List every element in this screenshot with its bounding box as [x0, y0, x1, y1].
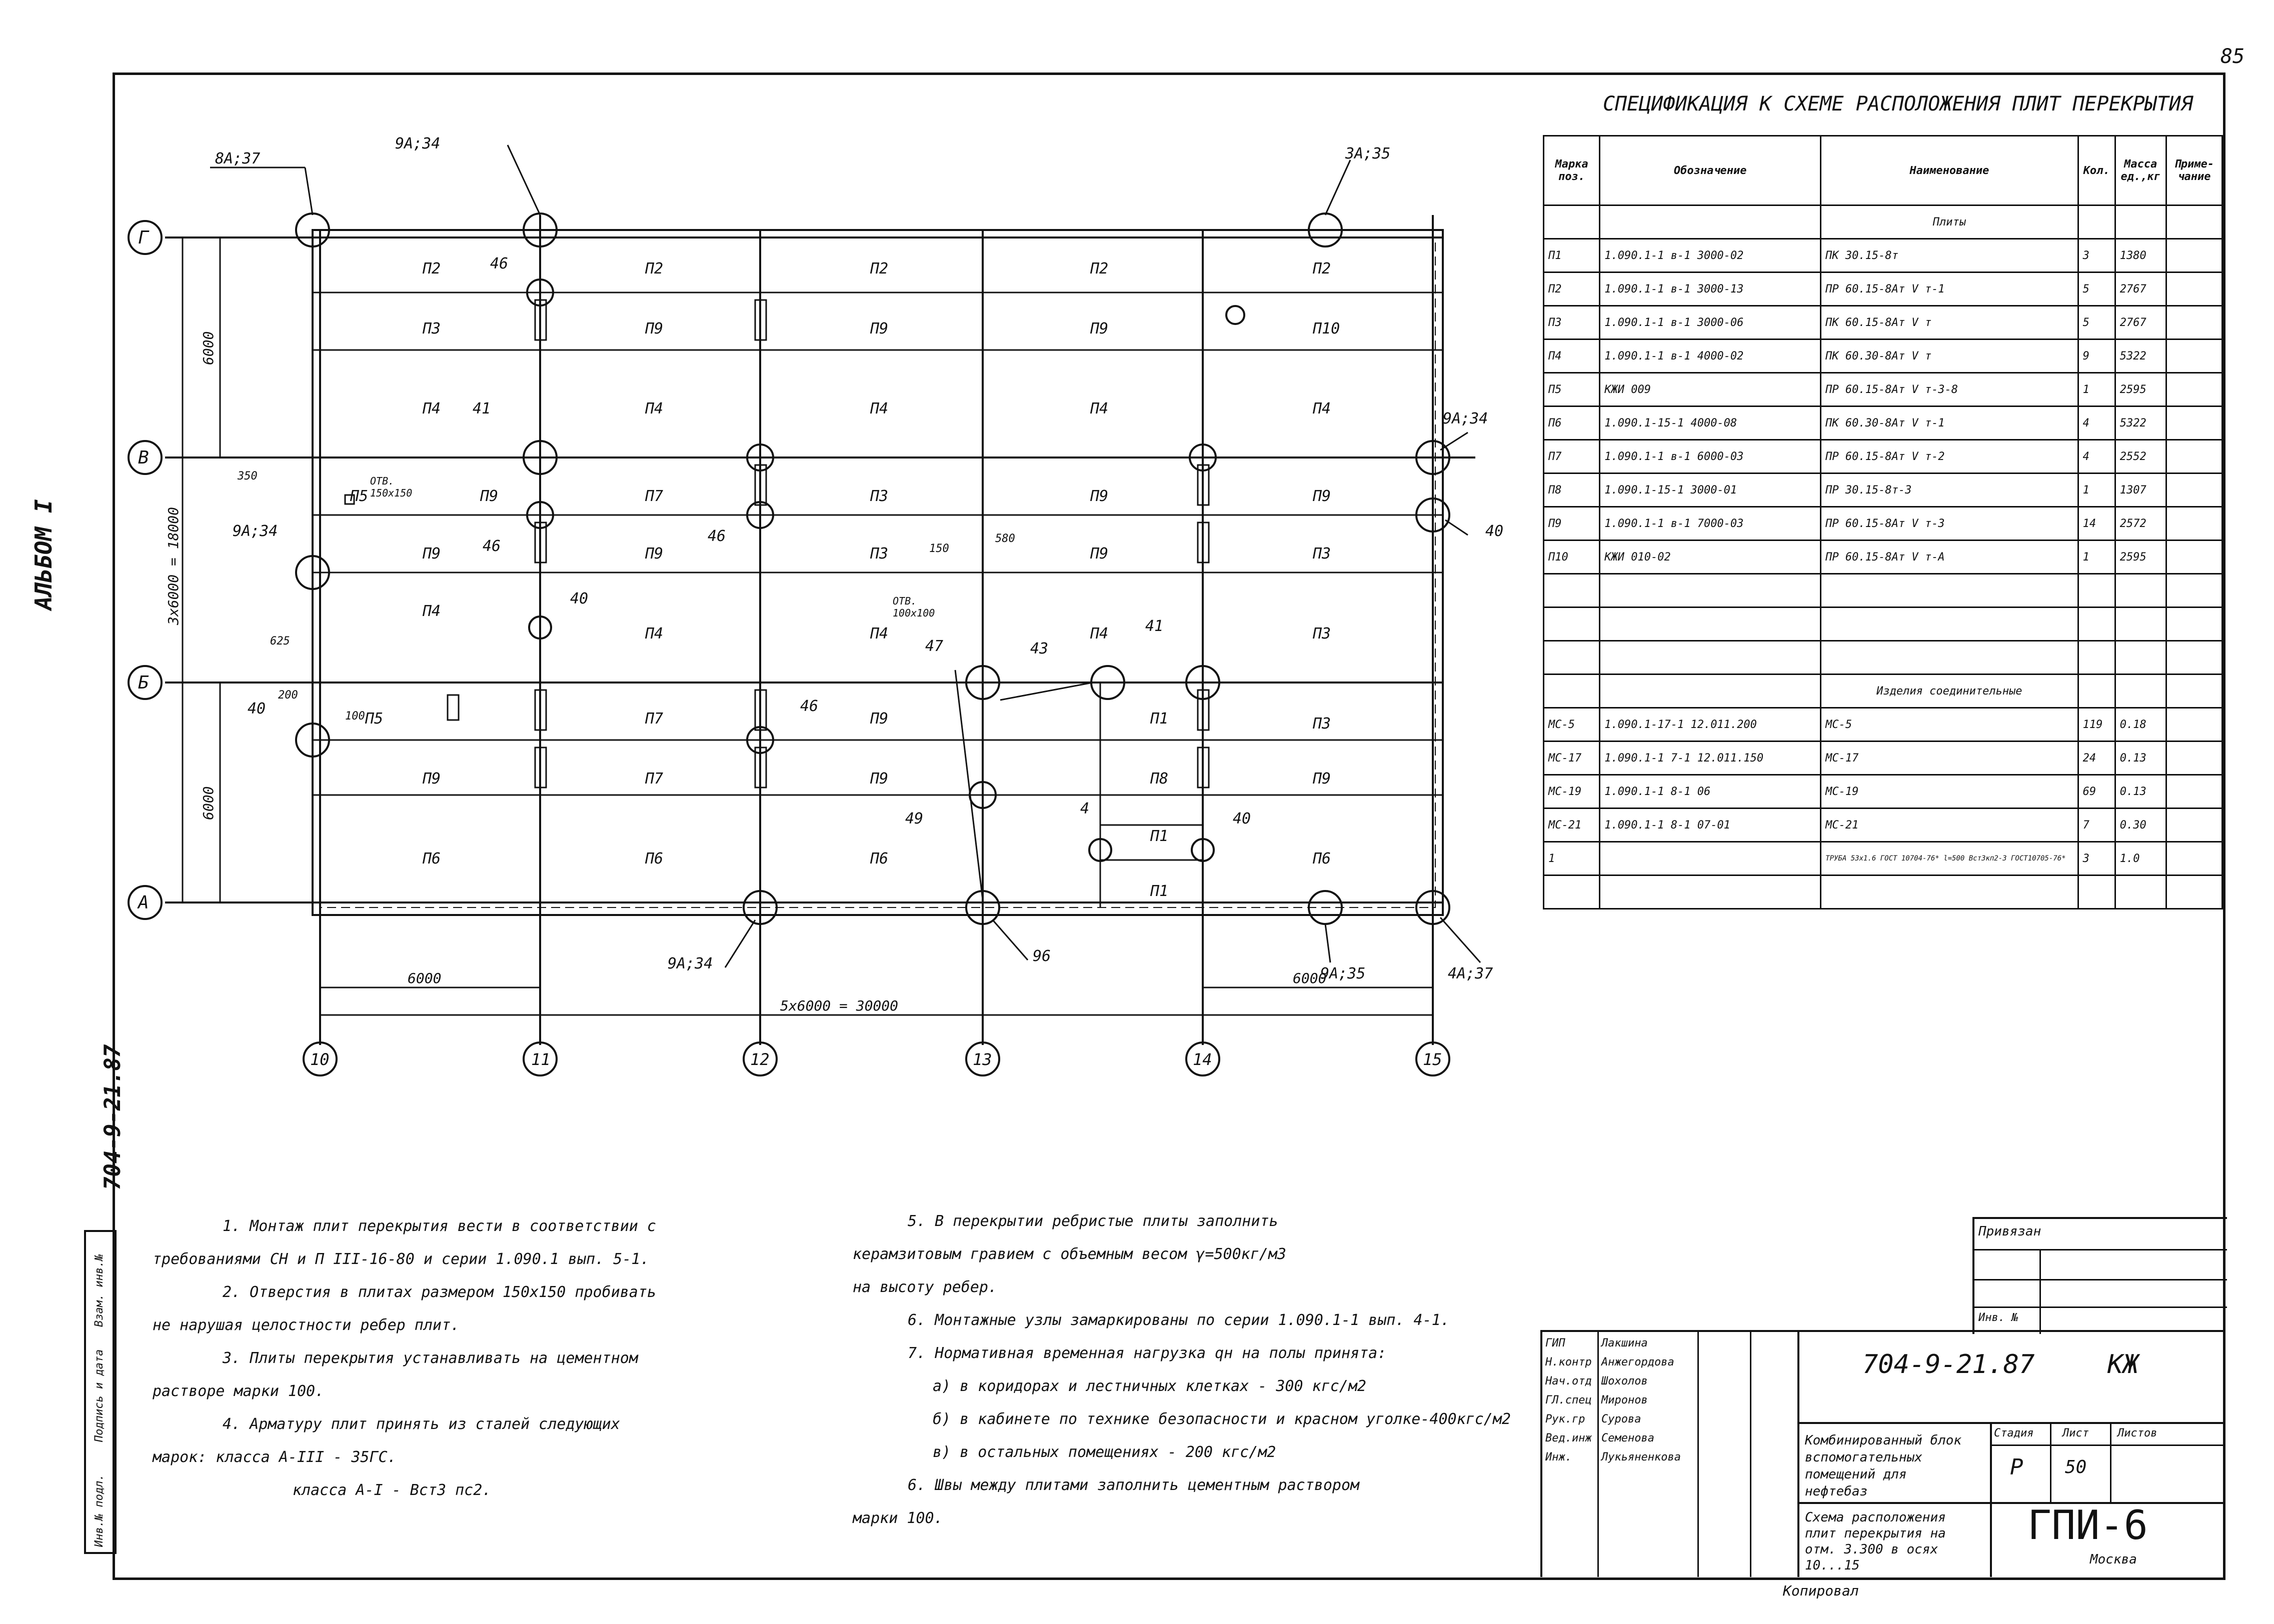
node-callout: 41: [473, 400, 491, 418]
spec-cell: [2166, 440, 2222, 474]
plate-label: П2: [645, 260, 664, 278]
staff-name: Лукьяненкова: [1601, 1451, 1681, 1464]
item-cell: ТРУБА 53x1.6 ГОСТ 10704-76* l=500 Вст3кп2-3 ГОСТ10705-76*: [1821, 842, 2078, 876]
dimension: 3x6000 = 18000: [165, 506, 182, 625]
note-line: растворе марки 100.: [153, 1382, 325, 1400]
item-cell: 69: [2078, 775, 2115, 808]
plate-label: П9: [645, 545, 664, 562]
spec-cell: [2166, 540, 2222, 574]
staff-role: Вед.инж: [1545, 1432, 1592, 1444]
spec-header: Марка поз.: [1544, 136, 1600, 206]
node-callout: 40: [248, 700, 266, 718]
side-code: 704-9-21.87: [100, 1044, 126, 1190]
node-callout: 8А;37: [215, 150, 261, 168]
plate-label: П6: [423, 850, 441, 868]
plate-label: П9: [423, 545, 441, 562]
plate-label: П6: [645, 850, 664, 868]
spec-cell: 1.090.1-1 в-1 3000-06: [1600, 306, 1821, 340]
dimension: 580: [995, 532, 1015, 545]
plate-label: П10: [1313, 320, 1340, 338]
spec-row: [1544, 406, 2222, 440]
plate-label: П4: [645, 625, 664, 642]
spec-cell: [2166, 306, 2222, 340]
plate-label: П2: [870, 260, 889, 278]
item-row: [1544, 775, 2222, 808]
node-callout: 96: [1033, 948, 1051, 965]
note-line: в) в остальных помещениях - 200 кгс/м2: [933, 1444, 1276, 1461]
plate-label: П9: [480, 488, 499, 505]
node-callout: 9А;34: [668, 955, 713, 972]
plate-label: П4: [645, 400, 664, 418]
axis-label-row: А: [138, 892, 149, 913]
node-callout: 46: [490, 255, 509, 272]
plate-label: П2: [423, 260, 441, 278]
notes-left: [153, 1210, 656, 1507]
spec-cell: 2595: [2115, 540, 2166, 574]
item-cell: 1.090.1-1 8-1 06: [1600, 775, 1821, 808]
plate-label: П1: [1150, 882, 1169, 900]
plate-label: П4: [1090, 625, 1109, 642]
plate-label: П3: [1313, 715, 1331, 732]
spec-cell: ПК 60.30-8Ат V т: [1821, 340, 2078, 373]
plate-label: П9: [870, 710, 889, 728]
plate-label: П9: [1313, 770, 1331, 788]
spec-cell: 1.090.1-1 в-1 3000-02: [1600, 239, 1821, 272]
note-line: 1. Монтаж плит перекрытия вести в соответствии с: [223, 1218, 656, 1235]
item-cell: 1.0: [2115, 842, 2166, 876]
plate-label: П1: [1150, 710, 1169, 728]
item-cell: МС-21: [1544, 808, 1600, 842]
staff-role: ГИП: [1545, 1337, 1565, 1350]
dimension: 5x6000 = 30000: [780, 998, 899, 1014]
note-line: 4. Арматуру плит принять из сталей следующих: [223, 1416, 620, 1433]
spec-cell: П4: [1544, 340, 1600, 373]
node-callout: 3А;35: [1345, 145, 1391, 162]
item-cell: 0.13: [2115, 742, 2166, 775]
node-callout: 41: [1145, 618, 1164, 635]
spec-cell: П9: [1544, 507, 1600, 540]
left-stamp-label: Подпись и дата: [93, 1349, 106, 1442]
node-callout: 46: [483, 538, 501, 555]
plate-label: П3: [1313, 625, 1331, 642]
item-cell: 1.090.1-1 8-1 07-01: [1600, 808, 1821, 842]
spec-section-row: [1544, 674, 2222, 708]
note-line: 2. Отверстия в плитах размером 150x150 пробивать: [223, 1284, 656, 1301]
project-title: Комбинированный блок вспомогательных помещений для нефтебаз: [1805, 1433, 1962, 1499]
item-row: [1544, 808, 2222, 842]
spec-cell: 9: [2078, 340, 2115, 373]
staff-name: Шохолов: [1601, 1375, 1648, 1388]
item-cell: МС-21: [1821, 808, 2078, 842]
copied-label: Копировал: [1783, 1582, 1859, 1599]
stage-label: Стадия: [1994, 1427, 2034, 1440]
spec-cell: [2166, 507, 2222, 540]
dimension: 625: [270, 635, 290, 648]
spec-cell: [2166, 239, 2222, 272]
node-callout: 4А;37: [1448, 965, 1493, 982]
staff-role: Рук.гр: [1545, 1413, 1585, 1426]
spec-section-row: [1544, 206, 2222, 239]
plate-label: П2: [1313, 260, 1331, 278]
staff-role: Инж.: [1545, 1451, 1572, 1464]
spec-cell: 2767: [2115, 306, 2166, 340]
doc-mark: КЖ: [2107, 1350, 2139, 1380]
spec-title: СПЕЦИФИКАЦИЯ К СХЕМЕ РАСПОЛОЖЕНИЯ ПЛИТ ПЕРЕКРЫТИЯ: [1603, 92, 2193, 116]
sheets-label: Листов: [2117, 1427, 2157, 1440]
spec-cell: 4: [2078, 406, 2115, 440]
spec-table: [1543, 135, 2223, 910]
plate-label: П4: [870, 625, 889, 642]
note-line: требованиями СН и П III-16-80 и серии 1.090.1 вып. 5-1.: [153, 1250, 650, 1268]
axis-label-row: Г: [138, 228, 149, 248]
spec-row: [1544, 440, 2222, 474]
item-cell: 7: [2078, 808, 2115, 842]
spec-cell: КЖИ 009: [1600, 373, 1821, 406]
dimension: 150: [929, 542, 949, 555]
node-callout: 9А;35: [1320, 965, 1366, 982]
item-cell: 0.18: [2115, 708, 2166, 742]
privyazan-label: Привязан: [1978, 1224, 2041, 1239]
spec-row: [1544, 340, 2222, 373]
staff-role: Н.контр: [1545, 1356, 1592, 1368]
spec-cell: ПР 60.15-8Ат V т-3-8: [1821, 373, 2078, 406]
spec-row: [1544, 306, 2222, 340]
item-cell: МС-19: [1544, 775, 1600, 808]
spec-header: Кол.: [2078, 136, 2115, 206]
staff-name: Сурова: [1601, 1413, 1641, 1426]
spec-cell: 2767: [2115, 272, 2166, 306]
axis-label-col: 11: [531, 1050, 551, 1069]
note-line: марки 100.: [853, 1510, 943, 1527]
opening-label: ОТВ. 150x150: [370, 475, 413, 499]
item-cell: 0.13: [2115, 775, 2166, 808]
spec-row: [1544, 373, 2222, 406]
item-cell: 1.090.1-17-1 12.011.200: [1600, 708, 1821, 742]
note-line: 3. Плиты перекрытия устанавливать на цементном: [223, 1350, 638, 1367]
note-line: 6. Швы между плитами заполнить цементным раствором: [908, 1476, 1360, 1494]
item-cell: 119: [2078, 708, 2115, 742]
dimension: 100: [345, 710, 365, 722]
spec-cell: П7: [1544, 440, 1600, 474]
node-callout: 46: [708, 528, 726, 545]
spec-cell: ПК 60.15-8Ат V т: [1821, 306, 2078, 340]
spec-cell: 1.090.1-15-1 4000-08: [1600, 406, 1821, 440]
node-callout: 47: [925, 638, 944, 655]
spec-cell: 5322: [2115, 406, 2166, 440]
spec-section-label: Плиты: [1821, 206, 2078, 239]
plate-label: П9: [423, 770, 441, 788]
item-cell: [2166, 708, 2222, 742]
spec-cell: ПК 60.30-8Ат V т-1: [1821, 406, 2078, 440]
org-name: ГПИ-6: [2027, 1502, 2148, 1548]
spec-cell: [2166, 373, 2222, 406]
album-label: АЛЬБОМ I: [30, 499, 57, 610]
note-line: не нарушая целостности ребер плит.: [153, 1316, 460, 1334]
item-cell: МС-17: [1544, 742, 1600, 775]
node-callout: 9А;34: [1443, 410, 1488, 428]
item-cell: [1600, 842, 1821, 876]
spec-cell: [2166, 340, 2222, 373]
spec-header-row: [1544, 136, 2222, 206]
inv-label: Инв. №: [1978, 1312, 2018, 1324]
spec-cell: П2: [1544, 272, 1600, 306]
spec-row: [1544, 474, 2222, 507]
note-line: на высоту ребер.: [853, 1278, 997, 1296]
spec-cell: П10: [1544, 540, 1600, 574]
spec-cell: 2552: [2115, 440, 2166, 474]
item-cell: МС-5: [1544, 708, 1600, 742]
spec-cell: 3: [2078, 239, 2115, 272]
axis-label-col: 15: [1423, 1050, 1442, 1069]
spec-cell: 14: [2078, 507, 2115, 540]
item-cell: 0.30: [2115, 808, 2166, 842]
title-block: [1540, 1224, 2225, 1577]
spec-row: [1544, 239, 2222, 272]
plate-label: П4: [1313, 400, 1331, 418]
plate-label: П9: [1090, 545, 1109, 562]
node-callout: 43: [1030, 640, 1049, 658]
node-callout: 40: [1485, 522, 1504, 540]
left-stamp-label: Инв.№ подл.: [93, 1474, 106, 1547]
item-cell: [2166, 808, 2222, 842]
note-line: керамзитовым гравием с объемным весом γ=500кг/м3: [853, 1246, 1286, 1263]
item-row: [1544, 708, 2222, 742]
sheet-value: 50: [2065, 1457, 2087, 1478]
axis-label-col: 14: [1193, 1050, 1212, 1069]
plate-label: П4: [423, 602, 441, 620]
spec-cell: ПР 60.15-8Ат V т-1: [1821, 272, 2078, 306]
plate-label: П7: [645, 488, 664, 505]
spec-section-label: Изделия соединительные: [1821, 674, 2078, 708]
spec-cell: ПР 60.15-8Ат V т-2: [1821, 440, 2078, 474]
node-callout: 4: [1080, 800, 1090, 818]
plate-label: П5: [350, 488, 369, 505]
spec-header: Приме-чание: [2166, 136, 2222, 206]
item-cell: 1.090.1-1 7-1 12.011.150: [1600, 742, 1821, 775]
node-callout: 40: [1233, 810, 1251, 828]
spec-cell: 5: [2078, 272, 2115, 306]
node-callout: 9А;34: [233, 522, 278, 540]
plate-label: П9: [645, 320, 664, 338]
spec-cell: [2166, 272, 2222, 306]
spec-row: [1544, 272, 2222, 306]
item-cell: МС-5: [1821, 708, 2078, 742]
spec-cell: 1: [2078, 373, 2115, 406]
plate-label: П3: [870, 488, 889, 505]
axis-label-col: 12: [750, 1050, 770, 1069]
plate-label: П1: [1150, 828, 1169, 845]
item-row: [1544, 742, 2222, 775]
spec-cell: 1.090.1-1 в-1 3000-13: [1600, 272, 1821, 306]
spec-cell: П8: [1544, 474, 1600, 507]
note-line: а) в коридорах и лестничных клетках - 300 кгс/м2: [933, 1378, 1366, 1395]
org-city: Москва: [2090, 1552, 2137, 1567]
plate-label: П4: [423, 400, 441, 418]
node-callout: 46: [800, 698, 819, 715]
note-line: класса А-I - Вст3 пс2.: [293, 1482, 492, 1499]
spec-cell: 1.090.1-1 в-1 7000-03: [1600, 507, 1821, 540]
spec-cell: ПК 30.15-8т: [1821, 239, 2078, 272]
spec-cell: 2595: [2115, 373, 2166, 406]
left-stamp-label: Взам. инв.№: [93, 1254, 106, 1327]
plate-label: П6: [1313, 850, 1331, 868]
spec-header: Масса ед.,кг: [2115, 136, 2166, 206]
plate-label: П4: [870, 400, 889, 418]
spec-cell: 1.090.1-1 в-1 6000-03: [1600, 440, 1821, 474]
plate-label: П9: [870, 320, 889, 338]
spec-cell: [2166, 474, 2222, 507]
note-line: 6. Монтажные узлы замаркированы по серии 1.090.1-1 вып. 4-1.: [908, 1312, 1450, 1329]
plate-label: П4: [1090, 400, 1109, 418]
plate-label: П6: [870, 850, 889, 868]
node-callout: 9А;34: [395, 135, 441, 152]
staff-role: Нач.отд: [1545, 1375, 1592, 1388]
plate-label: П9: [1090, 320, 1109, 338]
notes-right: [853, 1205, 1511, 1535]
item-cell: МС-19: [1821, 775, 2078, 808]
spec-cell: 1.090.1-1 в-1 4000-02: [1600, 340, 1821, 373]
note-line: марок: класса А-III - 35ГС.: [153, 1448, 397, 1466]
dimension: 6000: [200, 331, 217, 365]
node-callout: 49: [905, 810, 924, 828]
spec-cell: 1307: [2115, 474, 2166, 507]
plate-label: П9: [870, 770, 889, 788]
plate-label: П3: [870, 545, 889, 562]
dimension: 6000: [200, 786, 217, 820]
spec-cell: 4: [2078, 440, 2115, 474]
dimension: 6000: [408, 970, 442, 986]
spec-cell: [2166, 406, 2222, 440]
axis-label-row: В: [138, 448, 149, 468]
sheet-title: Схема расположения плит перекрытия на отм. 3.300 в осях 10...15: [1805, 1510, 1946, 1573]
spec-cell: ПР 30.15-8т-3: [1821, 474, 2078, 507]
item-cell: [2166, 775, 2222, 808]
dimension: 200: [278, 689, 298, 702]
plate-label: П3: [1313, 545, 1331, 562]
axis-label-row: Б: [138, 672, 149, 693]
plate-label: П3: [423, 320, 441, 338]
spec-cell: 1: [2078, 474, 2115, 507]
spec-cell: П3: [1544, 306, 1600, 340]
item-cell: 24: [2078, 742, 2115, 775]
spec-cell: 1380: [2115, 239, 2166, 272]
page-number: 85: [2220, 45, 2245, 68]
spec-cell: КЖИ 010-02: [1600, 540, 1821, 574]
staff-name: Миронов: [1601, 1394, 1648, 1406]
plate-label: П9: [1313, 488, 1331, 505]
staff-name: Анжегордова: [1601, 1356, 1674, 1368]
axis-label-col: 13: [973, 1050, 992, 1069]
item-cell: [2166, 842, 2222, 876]
plate-label: П7: [645, 710, 664, 728]
spec-cell: 2572: [2115, 507, 2166, 540]
axis-label-col: 10: [310, 1050, 330, 1069]
note-line: 7. Нормативная временная нагрузка qн на полы принята:: [908, 1344, 1387, 1362]
opening-label: ОТВ. 100x100: [893, 595, 935, 619]
spec-cell: ПР 60.15-8Ат V т-А: [1821, 540, 2078, 574]
plate-label: П2: [1090, 260, 1109, 278]
plate-label: П7: [645, 770, 664, 788]
item-cell: МС-17: [1821, 742, 2078, 775]
spec-cell: П1: [1544, 239, 1600, 272]
note-line: 5. В перекрытии ребристые плиты заполнить: [908, 1212, 1278, 1230]
spec-cell: П5: [1544, 373, 1600, 406]
spec-row: [1544, 540, 2222, 574]
staff-name: Семенова: [1601, 1432, 1654, 1444]
spec-cell: 1.090.1-15-1 3000-01: [1600, 474, 1821, 507]
spec-header: Обозначение: [1600, 136, 1821, 206]
staff-name: Лакшина: [1601, 1337, 1648, 1350]
plate-label: П5: [365, 710, 384, 728]
doc-code: 704-9-21.87: [1862, 1350, 2035, 1380]
plate-label: П9: [1090, 488, 1109, 505]
spec-cell: 5322: [2115, 340, 2166, 373]
stage-value: Р: [2010, 1454, 2023, 1480]
spec-cell: П6: [1544, 406, 1600, 440]
item-cell: [2166, 742, 2222, 775]
spec-header: Наименование: [1821, 136, 2078, 206]
item-row: [1544, 842, 2222, 876]
plate-label: П8: [1150, 770, 1169, 788]
spec-cell: 1: [2078, 540, 2115, 574]
staff-role: ГЛ.спец: [1545, 1394, 1592, 1406]
note-line: б) в кабинете по технике безопасности и красном уголке-400кгс/м2: [933, 1410, 1511, 1428]
node-callout: 40: [570, 590, 589, 608]
item-cell: 3: [2078, 842, 2115, 876]
spec-cell: 5: [2078, 306, 2115, 340]
spec-cell: ПР 60.15-8Ат V т-3: [1821, 507, 2078, 540]
dimension: 350: [238, 470, 258, 482]
dimension: 6000: [1293, 970, 1327, 986]
spec-row: [1544, 507, 2222, 540]
sheet-label: Лист: [2062, 1427, 2089, 1440]
item-cell: 1: [1544, 842, 1600, 876]
